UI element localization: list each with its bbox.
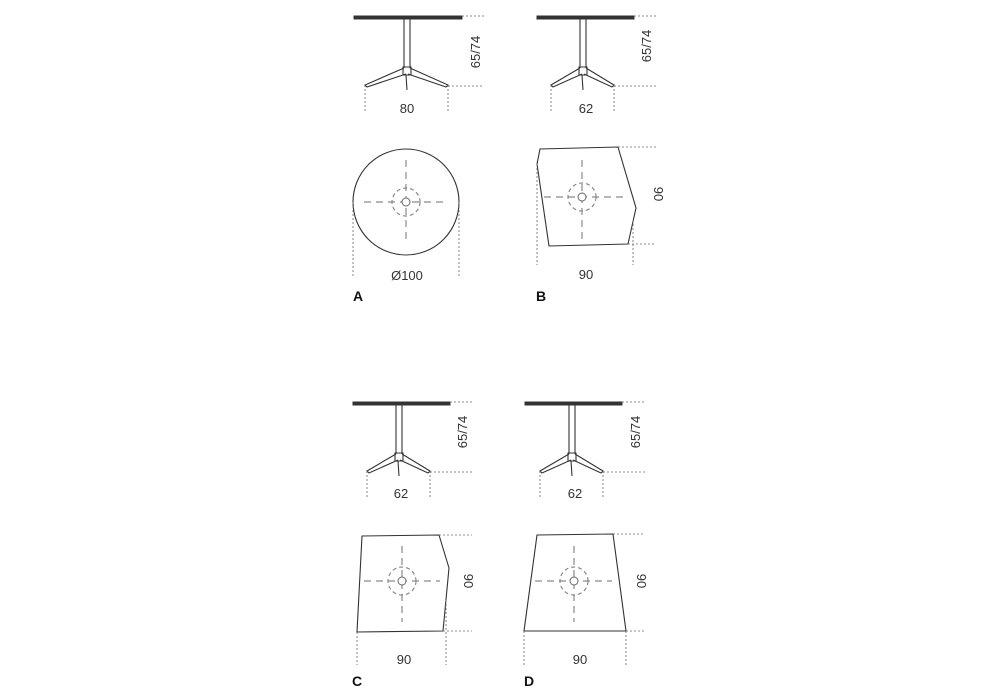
variant-a-diameter-label: Ø100	[391, 268, 423, 283]
variant-b-base-width-label: 62	[578, 101, 594, 116]
variant-a-height-label: 65/74	[468, 35, 483, 69]
variant-c-width-label: 90	[396, 652, 412, 667]
variant-a-letter: A	[353, 288, 364, 304]
variant-c-column	[396, 405, 402, 454]
variant-d-column	[569, 405, 575, 454]
variant-b-tabletop-profile	[537, 16, 634, 19]
variant-c-letter: C	[352, 673, 363, 689]
variant-c-base-legs	[367, 453, 430, 476]
variant-b-base-legs	[551, 67, 614, 90]
variant-b-height-label: 65/74	[639, 29, 654, 63]
variant-b-side-view	[537, 16, 657, 116]
variant-d-base-legs	[540, 453, 603, 476]
variant-c-top-view	[357, 535, 476, 667]
variant-c-depth-label: 90	[461, 573, 476, 589]
variant-a-top-view	[353, 149, 459, 283]
variant-d	[524, 402, 649, 689]
variant-b-width-label: 90	[578, 267, 594, 282]
variant-a	[353, 16, 484, 304]
variant-b-top-view	[537, 147, 666, 282]
variant-d-side-view	[525, 402, 645, 501]
variant-a-base-width-label: 80	[399, 101, 415, 116]
variant-a-base-legs	[365, 67, 448, 90]
variant-c-side-view	[353, 402, 472, 501]
variant-c-height-label: 65/74	[455, 415, 470, 449]
variant-b	[536, 16, 666, 304]
variant-b-depth-label: 90	[651, 186, 666, 202]
variant-b-letter: B	[536, 288, 547, 304]
variant-d-tabletop-profile	[525, 402, 622, 405]
variant-b-column	[580, 19, 586, 68]
variant-d-depth-label: 90	[634, 573, 649, 589]
variant-d-letter: D	[524, 673, 535, 689]
variant-d-height-label: 65/74	[628, 415, 643, 449]
variant-a-side-view	[354, 16, 484, 116]
variant-a-column	[404, 19, 410, 68]
variant-d-base-width-label: 62	[567, 486, 583, 501]
variant-d-top-view	[524, 534, 649, 667]
variant-c	[352, 402, 476, 689]
variant-c-base-width-label: 62	[393, 486, 409, 501]
variant-c-tabletop-profile	[353, 402, 450, 405]
variant-a-tabletop-profile	[354, 16, 462, 19]
variant-d-width-label: 90	[572, 652, 588, 667]
